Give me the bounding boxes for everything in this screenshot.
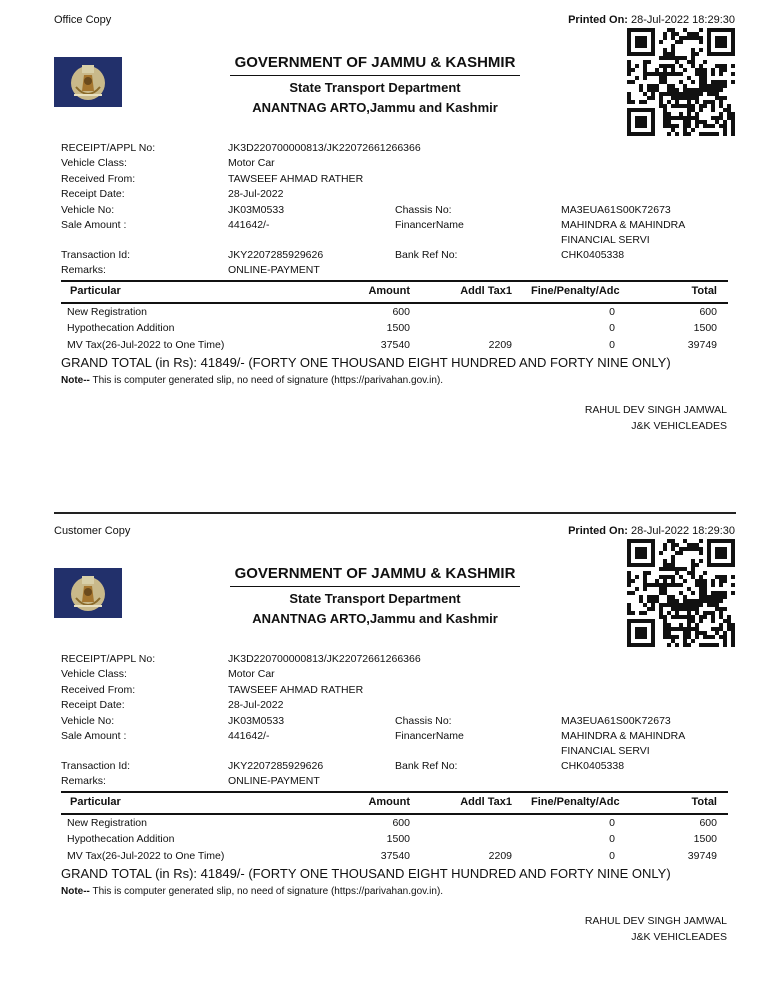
grand-total: GRAND TOTAL (in Rs): 41849/- (FORTY ONE THOUSAND EIGHT HUNDRED AND FORTY NINE ONLY) <box>61 355 671 370</box>
row-total: 1500 <box>693 833 717 845</box>
vehicle-class-value: Motor Car <box>228 157 275 169</box>
government-title: GOVERNMENT OF JAMMU & KASHMIR <box>234 54 516 71</box>
title-underline <box>230 75 520 76</box>
row-fine: 0 <box>609 339 615 351</box>
transaction-value: JKY2207285929626 <box>228 760 324 772</box>
state-emblem-icon <box>54 568 122 618</box>
vehicle-no-value: JK03M0533 <box>228 715 285 727</box>
sale-amount-value: 441642/- <box>228 219 270 231</box>
financer-label: FinancerName <box>395 219 464 231</box>
col-header-addl-tax: Addl Tax1 <box>460 796 512 808</box>
row-particular: New Registration <box>67 306 147 318</box>
row-fine: 0 <box>609 306 615 318</box>
row-fine: 0 <box>609 817 615 829</box>
financer-label: FinancerName <box>395 730 464 742</box>
signatory-name: RAHUL DEV SINGH JAMWAL <box>584 404 727 416</box>
row-particular: MV Tax(26-Jul-2022 to One Time) <box>67 850 225 862</box>
row-total: 600 <box>699 817 717 829</box>
printed-on: Printed On: 28-Jul-2022 18:29:30 <box>568 525 735 537</box>
transaction-value: JKY2207285929626 <box>228 249 324 261</box>
col-header-total: Total <box>691 796 717 808</box>
printed-on: Printed On: 28-Jul-2022 18:29:30 <box>568 14 735 26</box>
col-header-amount: Amount <box>368 796 410 808</box>
qr-code-icon <box>627 539 735 647</box>
receipt-date-label: Receipt Date: <box>61 188 125 200</box>
receipt-value: JK3D220700000813/JK22072661266366 <box>228 653 421 665</box>
bank-ref-value: CHK0405338 <box>561 760 625 772</box>
government-title: GOVERNMENT OF JAMMU & KASHMIR <box>234 565 516 582</box>
col-header-amount: Amount <box>368 285 410 297</box>
vehicle-no-label: Vehicle No: <box>61 204 115 216</box>
vehicle-class-label: Vehicle Class: <box>61 668 127 680</box>
row-particular: Hypothecation Addition <box>67 833 175 845</box>
grand-total: GRAND TOTAL (in Rs): 41849/- (FORTY ONE THOUSAND EIGHT HUNDRED AND FORTY NINE ONLY) <box>61 866 671 881</box>
financer-value-line1: MAHINDRA & MAHINDRA <box>561 219 686 231</box>
table-header-rule <box>61 302 728 304</box>
receipt-date-label: Receipt Date: <box>61 699 125 711</box>
col-header-particular: Particular <box>70 285 121 297</box>
remarks-value: ONLINE-PAYMENT <box>228 775 320 787</box>
financer-value-line2: FINANCIAL SERVI <box>561 234 650 246</box>
department-name: State Transport Department <box>289 80 461 95</box>
col-header-total: Total <box>691 285 717 297</box>
bank-ref-label: Bank Ref No: <box>395 760 458 772</box>
row-fine: 0 <box>609 322 615 334</box>
chassis-label: Chassis No: <box>395 204 452 216</box>
qr-code-icon <box>627 28 735 136</box>
received-from-label: Received From: <box>61 173 136 185</box>
state-emblem-icon <box>54 57 122 107</box>
office-name: ANANTNAG ARTO,Jammu and Kashmir <box>252 611 498 626</box>
signatory-org: J&K VEHICLEADES <box>631 931 727 943</box>
remarks-label: Remarks: <box>61 775 106 787</box>
copy-label: Office Copy <box>54 14 112 26</box>
row-amount: 1500 <box>386 322 410 334</box>
receipt-value: JK3D220700000813/JK22072661266366 <box>228 142 421 154</box>
row-amount: 600 <box>392 817 410 829</box>
chassis-label: Chassis No: <box>395 715 452 727</box>
receipt-label: RECEIPT/APPL No: <box>61 142 156 154</box>
row-particular: MV Tax(26-Jul-2022 to One Time) <box>67 339 225 351</box>
signatory-name: RAHUL DEV SINGH JAMWAL <box>584 915 727 927</box>
table-top-rule <box>61 280 728 282</box>
row-total: 39749 <box>687 850 717 862</box>
sale-amount-label: Sale Amount : <box>61 730 127 742</box>
sale-amount-label: Sale Amount : <box>61 219 127 231</box>
row-addl-tax: 2209 <box>488 339 512 351</box>
received-from-value: TAWSEEF AHMAD RATHER <box>228 173 364 185</box>
signatory-org: J&K VEHICLEADES <box>631 420 727 432</box>
col-header-addl-tax: Addl Tax1 <box>460 285 512 297</box>
col-header-particular: Particular <box>70 796 121 808</box>
sale-amount-value: 441642/- <box>228 730 270 742</box>
bank-ref-label: Bank Ref No: <box>395 249 458 261</box>
received-from-value: TAWSEEF AHMAD RATHER <box>228 684 364 696</box>
col-header-fine: Fine/Penalty/Adc <box>531 796 620 808</box>
receipt-date-value: 28-Jul-2022 <box>228 188 284 200</box>
row-addl-tax: 2209 <box>488 850 512 862</box>
transaction-label: Transaction Id: <box>61 760 131 772</box>
row-fine: 0 <box>609 833 615 845</box>
financer-value-line1: MAHINDRA & MAHINDRA <box>561 730 686 742</box>
remarks-label: Remarks: <box>61 264 106 276</box>
receipt-date-value: 28-Jul-2022 <box>228 699 284 711</box>
row-particular: Hypothecation Addition <box>67 322 175 334</box>
vehicle-class-label: Vehicle Class: <box>61 157 127 169</box>
row-total: 1500 <box>693 322 717 334</box>
chassis-value: MA3EUA61S00K72673 <box>561 204 671 216</box>
col-header-fine: Fine/Penalty/Adc <box>531 285 620 297</box>
row-fine: 0 <box>609 850 615 862</box>
office-copy-section <box>0 0 767 490</box>
receipt-label: RECEIPT/APPL No: <box>61 653 156 665</box>
row-amount: 600 <box>392 306 410 318</box>
chassis-value: MA3EUA61S00K72673 <box>561 715 671 727</box>
row-amount: 1500 <box>386 833 410 845</box>
received-from-label: Received From: <box>61 684 136 696</box>
row-total: 39749 <box>687 339 717 351</box>
table-top-rule <box>61 791 728 793</box>
row-amount: 37540 <box>380 850 410 862</box>
title-underline <box>230 586 520 587</box>
note-line: Note-- This is computer generated slip, no need of signature (https://parivahan.gov.in). <box>61 886 444 897</box>
remarks-value: ONLINE-PAYMENT <box>228 264 320 276</box>
vehicle-class-value: Motor Car <box>228 668 275 680</box>
bank-ref-value: CHK0405338 <box>561 249 625 261</box>
transaction-label: Transaction Id: <box>61 249 131 261</box>
note-line: Note-- This is computer generated slip, no need of signature (https://parivahan.gov.in). <box>61 375 444 386</box>
row-particular: New Registration <box>67 817 147 829</box>
office-name: ANANTNAG ARTO,Jammu and Kashmir <box>252 100 498 115</box>
vehicle-no-value: JK03M0533 <box>228 204 285 216</box>
row-total: 600 <box>699 306 717 318</box>
financer-value-line2: FINANCIAL SERVI <box>561 745 650 757</box>
table-header-rule <box>61 813 728 815</box>
copy-label: Customer Copy <box>54 525 131 537</box>
vehicle-no-label: Vehicle No: <box>61 715 115 727</box>
customer-copy-section <box>0 511 767 1001</box>
department-name: State Transport Department <box>289 591 461 606</box>
row-amount: 37540 <box>380 339 410 351</box>
